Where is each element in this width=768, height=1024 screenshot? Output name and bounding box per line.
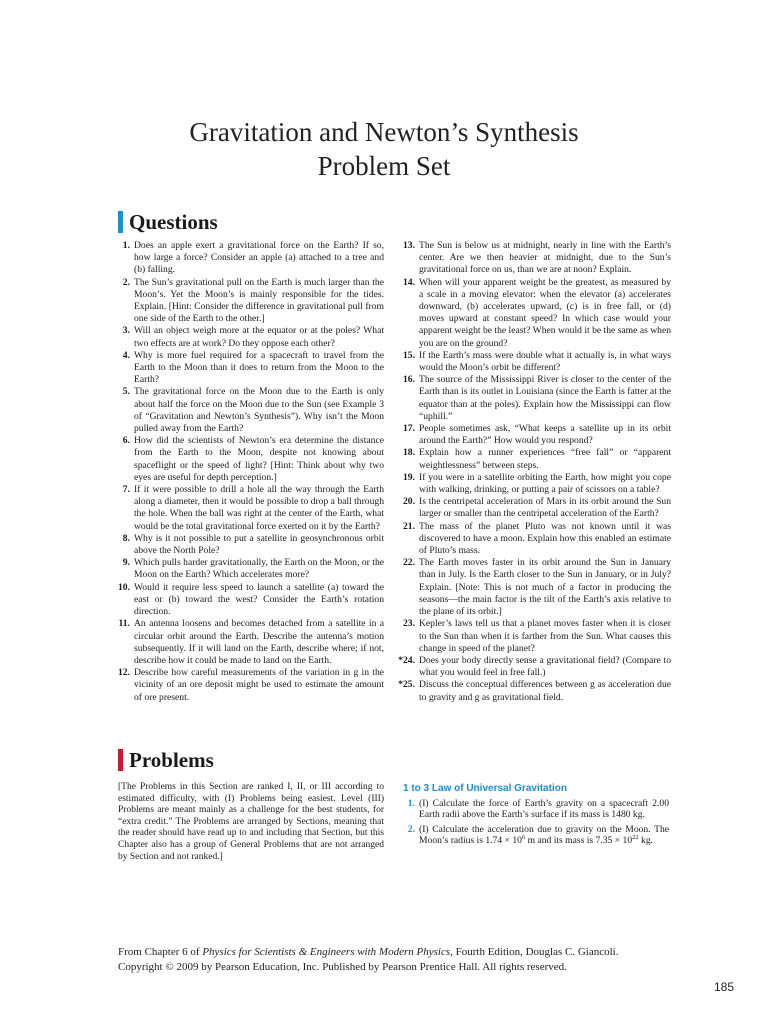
question-text: The Sun is below us at midnight, nearly in line with the Earth’s center. Are we then heavier at midnight, due to the Sun’s gravitational force on us, than we are at noon? Explain. xyxy=(419,240,671,276)
question-item xyxy=(401,277,671,350)
question-item xyxy=(398,654,671,679)
problem-item xyxy=(401,824,669,847)
question-item xyxy=(116,240,384,277)
question-number: 5. xyxy=(122,386,130,398)
question-text: Would it require less speed to launch a satellite (a) toward the east or (b) toward the west? Consider the Earth’s rotation direction. xyxy=(134,581,384,618)
subsection-heading: 1 to 3 Law of Universal Gravitation xyxy=(403,783,567,794)
questions-column-right xyxy=(398,240,671,704)
question-text: People sometimes ask, “What keeps a satellite up in its orbit around the Earth?” How would you respond? xyxy=(419,423,671,447)
book-title: Physics for Scientists & Engineers with Modern Physics xyxy=(202,946,451,958)
question-item xyxy=(401,521,671,558)
question-text: If you were in a satellite orbiting the Earth, how might you cope with walking, drinking, or putting a pair of scissors on a table? xyxy=(419,471,671,496)
question-text: Discuss the conceptual differences between g as acceleration due to gravity and g as gravitational field. xyxy=(419,679,671,703)
question-text: If the Earth’s mass were double what it actually is, in what ways would the Moon’s orbit be different? xyxy=(419,349,671,374)
question-text: The gravitational force on the Moon due to the Earth is only about half the force on the Moon due to the Sun (see Example 3 of “Gravitation and Newton’s Synthesis”). Why isn’t the Moon pulled away from the Earth? xyxy=(134,386,384,435)
question-text: The Earth moves faster in its orbit around the Sun in January than in July. Is the Earth closer to the Sun in January, or in July? Explain. [Note: This is not much of a factor in producing the seasons—the main factor is the tilt of the Earth’s axis relative to the plane of its orbit.] xyxy=(419,557,671,618)
question-item xyxy=(116,386,384,435)
question-number: 21. xyxy=(403,520,415,532)
question-number: 7. xyxy=(122,484,130,496)
problem-number: 2. xyxy=(407,823,415,835)
problems-intro: [The Problems in this Section are ranked I, II, or III according to estimated difficulty, with (I) Problems being easiest. Level (III) Problems are meant mainly as a challenge for the best students, for “extra credit.” The Problems are arranged by Sections, meaning that the reader should have read up to and including that Section, but this Chapter also has a group of General Problems that are not arranged by Section and not ranked.] xyxy=(118,782,384,862)
question-item xyxy=(398,679,671,703)
footer-line-2: Copyright © 2009 by Pearson Education, Inc. Published by Pearson Prentice Hall. All rights reserved. xyxy=(118,960,567,973)
question-item xyxy=(401,350,671,374)
question-text: When will your apparent weight be the greatest, as measured by a scale in a moving elevator: when the elevator (a) accelerates downward, (b) accelerates upward, (c) is in free fall, or (d) moves upward at constant speed? In which case would your apparent weight be the least? When would it be the same as when you are on the ground? xyxy=(419,276,671,349)
question-text: How did the scientists of Newton’s era determine the distance from the Earth to the Moon, despite not knowing about spaceflight or the speed of light? [Hint: Think about why two eyes are useful for depth perception.] xyxy=(134,435,384,483)
question-text: Does an apple exert a gravitational force on the Earth? If so, how large a force? Consider an apple (a) attached to a tree and (b) falling. xyxy=(134,240,384,276)
problem-text-part: m and its mass is 7.35 × 10 xyxy=(525,835,633,847)
question-item xyxy=(116,435,384,484)
questions-heading: Questions xyxy=(129,209,218,234)
problem-text-part: kg. xyxy=(638,835,654,847)
question-text: Kepler’s laws tell us that a planet moves faster when it is closer to the Sun than when it is farther from the Sun. What causes this change in speed of the planet? xyxy=(419,618,671,654)
question-number: *25. xyxy=(398,679,415,691)
question-number: 20. xyxy=(403,496,415,508)
footer-text: From Chapter 6 of xyxy=(118,946,203,958)
question-text: Does your body directly sense a gravitational field? (Compare to what you would feel in free fall.) xyxy=(419,654,671,679)
question-number: 10. xyxy=(118,581,130,593)
questions-header xyxy=(118,209,218,235)
question-text: Which pulls harder gravitationally, the Earth on the Moon, or the Moon on the Earth? Which accelerates more? xyxy=(134,557,384,581)
question-number: 8. xyxy=(122,532,130,544)
question-number: 2. xyxy=(122,276,130,288)
problem-number: 1. xyxy=(407,797,415,809)
question-text: If it were possible to drill a hole all the way through the Earth along a diameter, then it would be possible to drop a ball through the hole. When the ball was right at the center of the Earth, what would be the total gravitational force exerted on it by the Earth? xyxy=(134,484,384,532)
question-item xyxy=(116,350,384,387)
question-item xyxy=(116,667,384,704)
question-item xyxy=(401,618,671,655)
question-text: An antenna loosens and becomes detached from a satellite in a circular orbit around the Earth. Describe the antenna’s motion subsequently. If it will land on the Earth, describe where; if not, describe how it could be made to land on the Earth. xyxy=(134,618,384,666)
questions-column-left xyxy=(116,240,384,704)
question-number: 18. xyxy=(403,447,415,459)
problems-header xyxy=(118,747,214,773)
question-item xyxy=(116,484,384,533)
question-number: *24. xyxy=(398,654,415,666)
question-text: The source of the Mississippi River is closer to the center of the Earth than is its outlet in Louisiana (since the Earth is fatter at the equator than at the poles). Explain how the Mississippi can flow “uphill.” xyxy=(419,374,671,422)
question-item xyxy=(401,447,671,471)
question-item xyxy=(401,423,671,447)
question-number: 12. xyxy=(118,667,130,679)
question-number: 13. xyxy=(403,240,415,251)
question-number: 23. xyxy=(403,618,415,630)
footer-line-1 xyxy=(118,945,678,960)
question-item xyxy=(116,557,384,581)
title-line-2: Problem Set xyxy=(317,151,451,181)
problems-heading: Problems xyxy=(129,747,214,772)
problems-column xyxy=(401,783,669,850)
question-number: 16. xyxy=(403,374,415,386)
question-number: 1. xyxy=(122,240,130,251)
question-number: 3. xyxy=(122,325,130,337)
question-number: 11. xyxy=(118,618,130,630)
page-number: 185 xyxy=(713,980,734,994)
question-item xyxy=(401,240,671,277)
question-text: Will an object weigh more at the equator or at the poles? What two effects are at work? Do they oppose each other? xyxy=(134,325,384,349)
question-item xyxy=(401,496,671,520)
problems-accent-bar xyxy=(118,749,123,771)
exponent: 6 xyxy=(521,834,526,842)
title-line-1: Gravitation and Newton’s Synthesis xyxy=(189,117,579,147)
question-number: 19. xyxy=(403,471,415,483)
question-text: Describe how careful measurements of the variation in g in the vicinity of an ore deposit might be used to estimate the amount of ore present. xyxy=(134,667,384,703)
question-text: The mass of the planet Pluto was not known until it was discovered to have a moon. Explain how this enabled an estimate of Pluto’s mass. xyxy=(419,520,671,557)
question-number: 14. xyxy=(403,276,415,288)
question-number: 4. xyxy=(122,349,130,361)
footer-text: , Fourth Edition, Douglas C. Giancoli. xyxy=(450,946,619,958)
question-number: 17. xyxy=(403,423,415,435)
question-text: Is the centripetal acceleration of Mars in its orbit around the Sun larger or smaller than the centripetal acceleration of the Earth? xyxy=(419,496,671,520)
question-item xyxy=(401,374,671,423)
problem-item xyxy=(401,798,669,821)
exponent: 22 xyxy=(632,834,639,842)
question-item xyxy=(116,325,384,349)
document-title xyxy=(0,115,768,183)
question-text: Why is it not possible to put a satellite in geosynchronous orbit above the North Pole? xyxy=(134,532,384,557)
source-footer xyxy=(118,945,678,974)
question-item xyxy=(401,557,671,618)
question-text: The Sun’s gravitational pull on the Earth is much larger than the Moon’s. Yet the Moon’s is mainly responsible for the tides. Explain. [Hint: Consider the difference in gravitational pull from one side of the Earth to the other.] xyxy=(134,276,384,325)
question-text: Why is more fuel required for a spacecraft to travel from the Earth to the Moon than it does to return from the Moon to the Earth? xyxy=(134,349,384,386)
question-number: 15. xyxy=(403,349,415,361)
question-item xyxy=(401,472,671,496)
question-text: Explain how a runner experiences “free fall” or “apparent weightlessness” between steps. xyxy=(419,447,671,471)
question-item xyxy=(116,277,384,326)
problem-text xyxy=(419,824,669,847)
questions-accent-bar xyxy=(118,211,123,233)
question-number: 9. xyxy=(122,557,130,569)
question-item xyxy=(116,618,384,667)
question-number: 22. xyxy=(403,557,415,569)
question-number: 6. xyxy=(122,435,130,447)
question-item xyxy=(116,533,384,557)
problem-text-part: (I) Calculate the acceleration due to gravity on the Moon. The Moon’s radius is 1.74 × 10 xyxy=(419,823,669,847)
problem-text: (I) Calculate the force of Earth’s gravity on a spacecraft 2.00 Earth radii above the Earth’s surface if its mass is 1480 kg. xyxy=(419,797,669,821)
question-item xyxy=(116,582,384,619)
